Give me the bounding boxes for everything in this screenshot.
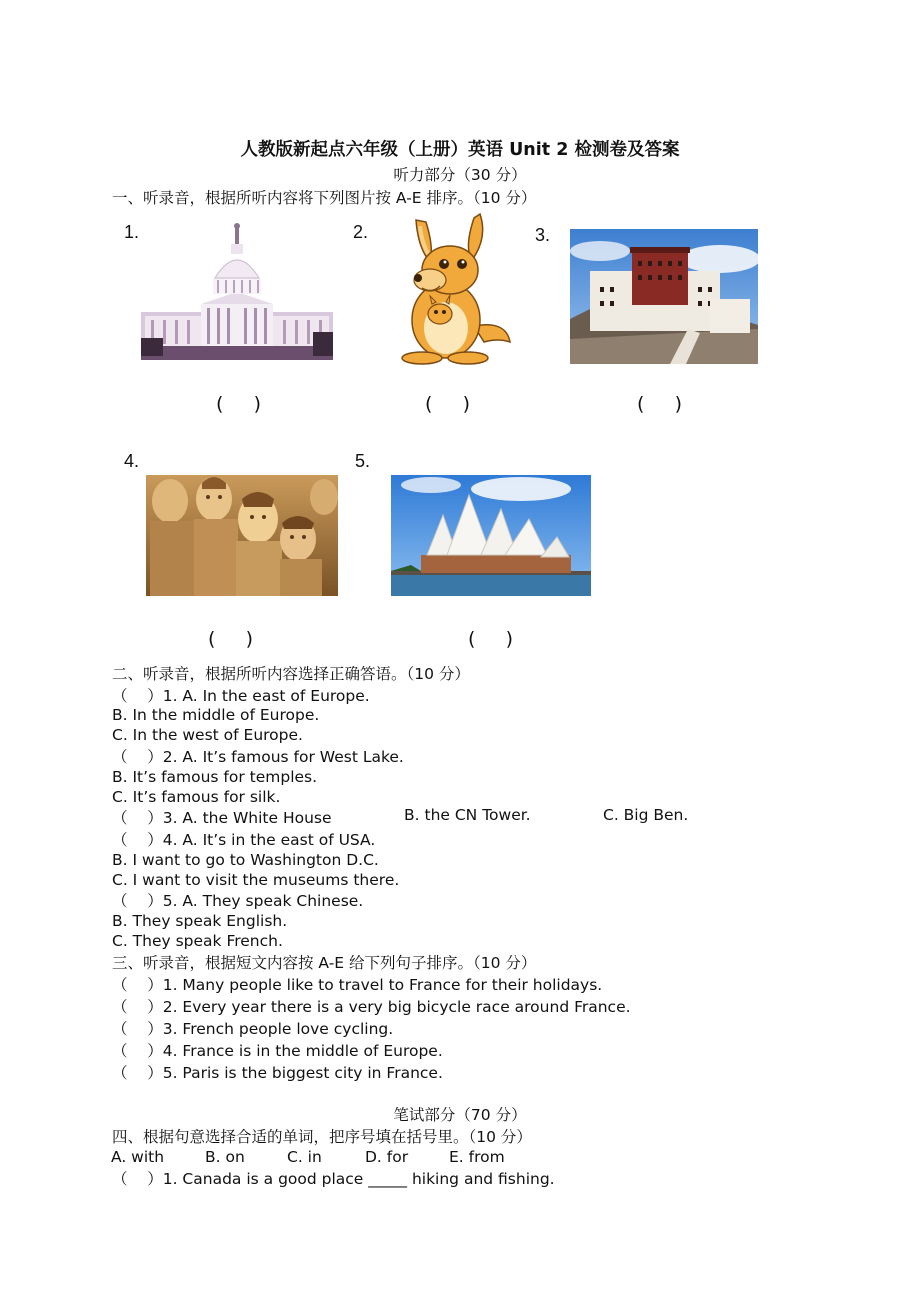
section2-q3-option-b: B. the CN Tower. <box>404 806 531 824</box>
word-option-a: A. with <box>111 1148 165 1166</box>
section2-line: C. They speak French. <box>112 932 283 950</box>
section4-line: （ ）1. Canada is a good place _____ hiking and fishing. <box>112 1170 555 1188</box>
section3-heading: 三、听录音，根据短文内容按 A-E 给下列句子排序。（10 分） <box>112 954 537 972</box>
section2-line: （ ）3. A. the White House <box>112 809 332 827</box>
answer-paren-2[interactable]: ( ) <box>425 393 471 415</box>
section2-line: C. In the west of Europe. <box>112 726 303 744</box>
section2-q3-option-c: C. Big Ben. <box>603 806 689 824</box>
picture-number-4: 4. <box>124 451 140 471</box>
picture-number-5: 5. <box>355 451 371 471</box>
section3-line: （ ）2. Every year there is a very big bicycle race around France. <box>112 998 631 1016</box>
section3-line: （ ）3. French people love cycling. <box>112 1020 394 1038</box>
answer-paren-1[interactable]: ( ) <box>216 393 262 415</box>
section3-line: （ ）5. Paris is the biggest city in France. <box>112 1064 443 1082</box>
answer-paren-4[interactable]: ( ) <box>208 628 254 650</box>
section2-line: B. In the middle of Europe. <box>112 706 320 724</box>
answer-paren-5[interactable]: ( ) <box>468 628 514 650</box>
section1-heading: 一、听录音，根据所听内容将下列图片按 A-E 排序。（10 分） <box>112 189 537 207</box>
potala-palace-image <box>570 229 758 364</box>
section2-line: （ ）5. A. They speak Chinese. <box>112 892 364 910</box>
section2-line: C. I want to visit the museums there. <box>112 871 400 889</box>
listening-part-header: 听力部分（30 分） <box>393 166 527 184</box>
word-option-e: E. from <box>449 1148 505 1166</box>
kangaroo-cartoon-image <box>388 208 516 366</box>
picture-number-3: 3. <box>535 225 551 245</box>
section2-line: B. I want to go to Washington D.C. <box>112 851 379 869</box>
picture-number-2: 2. <box>353 222 369 242</box>
word-option-b: B. on <box>205 1148 245 1166</box>
capitol-building-image <box>141 220 333 364</box>
section2-line: （ ）2. A. It’s famous for West Lake. <box>112 748 404 766</box>
section2-line: B. It’s famous for temples. <box>112 768 318 786</box>
answer-paren-3[interactable]: ( ) <box>637 393 683 415</box>
section2-line: B. They speak English. <box>112 912 288 930</box>
section2-line: （ ）1. A. In the east of Europe. <box>112 687 370 705</box>
section4-heading: 四、根据句意选择合适的单词，把序号填在括号里。（10 分） <box>112 1128 532 1146</box>
picture-number-1: 1. <box>124 222 140 242</box>
document-title: 人教版新起点六年级（上册）英语 Unit 2 检测卷及答案 <box>240 140 680 160</box>
word-option-d: D. for <box>365 1148 409 1166</box>
section3-line: （ ）4. France is in the middle of Europe. <box>112 1042 443 1060</box>
terracotta-warriors-image <box>146 475 338 596</box>
sydney-opera-house-image <box>391 475 591 596</box>
section3-line: （ ）1. Many people like to travel to France for their holidays. <box>112 976 603 994</box>
section2-line: （ ）4. A. It’s in the east of USA. <box>112 831 376 849</box>
writing-part-header: 笔试部分（70 分） <box>393 1106 527 1124</box>
section2-line: C. It’s famous for silk. <box>112 788 281 806</box>
word-option-c: C. in <box>287 1148 322 1166</box>
section2-heading: 二、听录音，根据所听内容选择正确答语。（10 分） <box>112 665 470 683</box>
